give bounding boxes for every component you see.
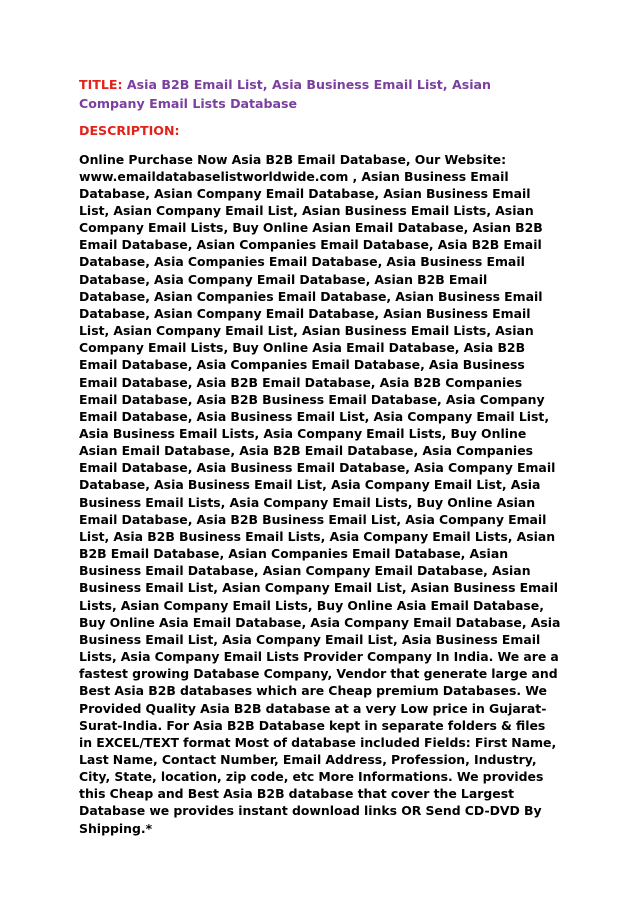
- title-label: TITLE:: [79, 77, 123, 92]
- description-text: Online Purchase Now Asia B2B Email Database, Our Website: www.emaildatabaselistworldwide.com , Asian Business Email Database, Asian Company Email Database, Asian Business Email List, Asian Company Email List, Asian Business Email Lists, Asian Company Email Lists, Buy Online Asian Email Database, Asian B2B Email Database, Asian Companies Email Database, Asia B2B Email Database, Asia Companies Email Database, Asia Business Email Database, Asia Company Email Database, Asian B2B Email Database, Asian Companies Email Database, Asian Business Email Database, Asian Company Email Database, Asian Business Email List, Asian Company Email List, Asian Business Email Lists, Asian Company Email Lists, Buy Online Asia Email Database, Asia B2B Email Database, Asia Companies Email Database, Asia Business Email Database, Asia B2B Email Database, Asia B2B Companies Email Database, Asia B2B Business Email Database, Asia Company Email Database, Asia Business Email List, Asia Company Email List, Asia Business Email Lists, Asia Company Email Lists, Buy Online Asian Email Database, Asia B2B Email Database, Asia Companies Email Database, Asia Business Email Database, Asia Company Email Database, Asia Business Email List, Asia Company Email List, Asia Business Email Lists, Asia Company Email Lists, Buy Online Asian Email Database, Asia B2B Business Email List, Asia Company Email List, Asia B2B Business Email Lists, Asia Company Email Lists, Asian B2B Email Database, Asian Companies Email Database, Asian Business Email Database, Asian Company Email Database, Asian Business Email List, Asian Company Email List, Asian Business Email Lists, Asian Company Email Lists, Buy Online Asia Email Database, Buy Online Asia Email Database, Asia Company Email Database, Asia Business Email List, Asia Company Email List, Asia Business Email Lists, Asia Company Email Lists Provider Company In India. We are a fastest growing Database Company, Vendor that generate large and Best Asia B2B databases which are Cheap premium Databases. We Provided Quality Asia B2B database at a very Low price in Gujarat-Surat-India. For Asia B2B Database kept in separate folders & files in EXCEL/TEXT format Most of database included Fields: First Name, Last Name, Contact Number, Email Address, Profession, Industry, City, State, location, zip code, etc More Informations. We provides this Cheap and Best Asia B2B database that cover the Largest Database we provides instant download links OR Send CD-DVD By Shipping.*: [79, 151, 561, 836]
- document-page: [79, 76, 561, 837]
- document-title: Asia B2B Email List, Asia Business Email List, Asian Company Email Lists Database: [79, 77, 491, 111]
- description-label: DESCRIPTION:: [79, 123, 180, 138]
- title-line: [79, 76, 561, 113]
